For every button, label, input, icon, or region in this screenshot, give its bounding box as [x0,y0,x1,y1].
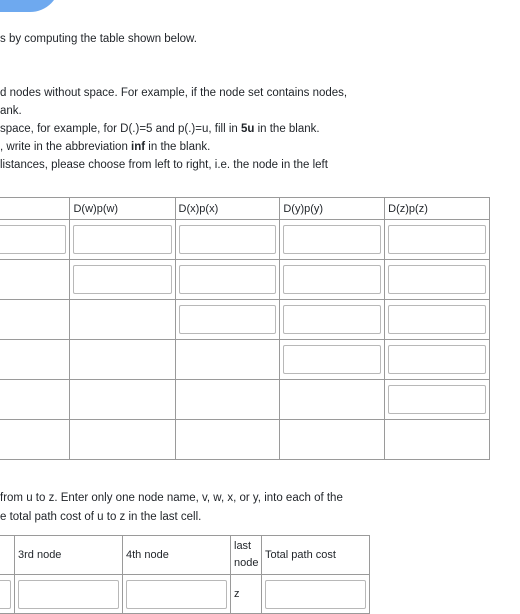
path-instruction-line: e total path cost of u to z in the last cell. [0,511,202,523]
table-cell [175,220,280,260]
table-cell [175,340,280,380]
node-input[interactable] [18,580,119,609]
table-cell [280,300,385,340]
answer-input[interactable] [388,385,486,414]
total-cost-input[interactable] [265,580,366,609]
column-header-dvpv [0,198,70,220]
table-cell [385,220,490,260]
table-cell [175,380,280,420]
table-cell [280,380,385,420]
column-header-dypy: D(y)p(y) [280,198,385,220]
answer-input[interactable] [388,265,486,294]
node-input[interactable] [0,580,11,609]
instruction-line: , write in the abbreviation inf in the blank. [0,141,211,153]
instruction-line: d nodes without space. For example, if the node set contains nodes, [0,87,348,99]
answer-input[interactable] [388,225,486,254]
table-row [0,420,490,460]
table-header-row [0,198,490,220]
table-cell [0,220,70,260]
table-cell [0,575,15,614]
table-row [0,575,370,614]
table-row [0,340,490,380]
table-cell [0,420,70,460]
table-row [0,380,490,420]
column-header-dwpw: D(w)p(w) [70,198,175,220]
table-cell [280,260,385,300]
answer-input[interactable] [283,265,381,294]
table-cell [70,300,175,340]
table-cell [175,420,280,460]
table-cell [15,575,123,614]
table-cell [175,300,280,340]
instruction-line: space, for example, for D(.)=5 and p(.)=u, fill in 5u in the blank. [0,123,320,135]
answer-input[interactable] [283,225,381,254]
table-row [0,260,490,300]
dijkstra-table [0,197,490,460]
table-cell [0,300,70,340]
table-cell [175,260,280,300]
column-header-dxpx: D(x)p(x) [175,198,280,220]
answer-input[interactable] [388,305,486,334]
table-cell [280,420,385,460]
table-cell [70,260,175,300]
table-cell [70,380,175,420]
table-row [0,300,490,340]
instruction-line: ank. [0,105,22,117]
answer-input[interactable] [179,305,277,334]
column-header-3rd-node: 3rd node [15,536,123,575]
table-header-row [0,536,370,575]
table-cell [0,380,70,420]
column-header-last-node: last node [231,536,262,575]
path-instruction-line: from u to z. Enter only one node name, v, w, x, or y, into each of the [0,492,343,504]
header-decoration [0,0,60,12]
answer-input[interactable] [73,225,171,254]
table-cell [0,260,70,300]
table-cell [385,300,490,340]
answer-input[interactable] [388,345,486,374]
answer-input[interactable] [73,265,171,294]
column-header-dzpz: D(z)p(z) [385,198,490,220]
table-cell [123,575,231,614]
answer-input[interactable] [0,225,66,254]
column-header-4th-node: 4th node [123,536,231,575]
answer-input[interactable] [179,265,277,294]
answer-input[interactable] [283,305,381,334]
table-cell [262,575,370,614]
table-cell [280,220,385,260]
column-header-total-path-cost: Total path cost [262,536,370,575]
table-cell [385,340,490,380]
last-node-value: z [231,575,262,614]
column-header-2nd-node [0,536,15,575]
instruction-line: listances, please choose from left to right, i.e. the node in the left [0,159,328,171]
answer-input[interactable] [283,345,381,374]
table-cell [280,340,385,380]
answer-input[interactable] [179,225,277,254]
table-cell [385,260,490,300]
instruction-line: s by computing the table shown below. [0,33,197,45]
table-cell [385,380,490,420]
table-cell [0,340,70,380]
table-cell [385,420,490,460]
table-cell [70,220,175,260]
node-input[interactable] [126,580,227,609]
table-row [0,220,490,260]
table-cell [70,340,175,380]
path-table [0,535,370,614]
table-cell [70,420,175,460]
